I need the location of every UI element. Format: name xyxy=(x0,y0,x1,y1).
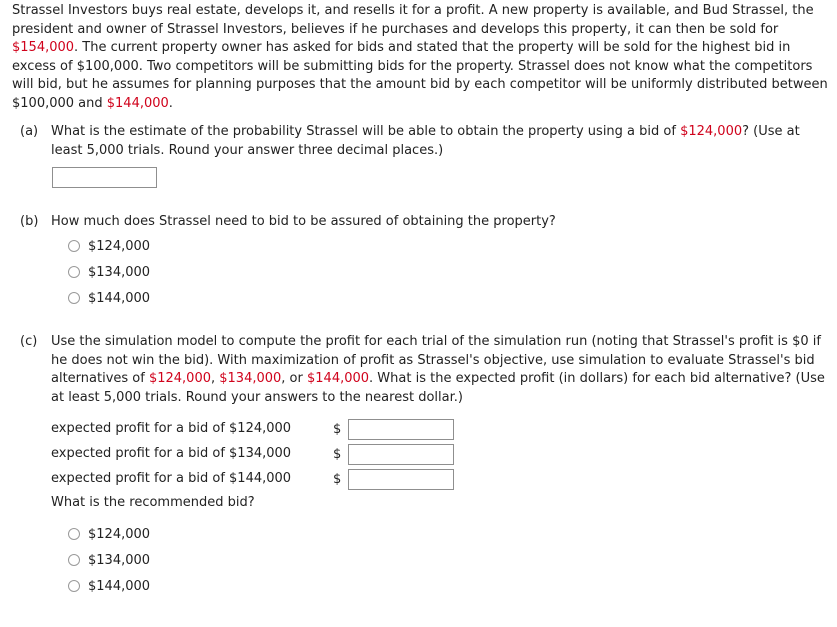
bid-alternative: $124,000 xyxy=(148,371,211,387)
radio-button[interactable] xyxy=(68,528,80,540)
radio-button[interactable] xyxy=(68,580,80,592)
part-c-option-3[interactable]: $144,000 xyxy=(68,577,150,595)
dollar-sign: $ xyxy=(333,447,342,462)
part-b-option-2[interactable]: $134,000 xyxy=(68,263,150,281)
radio-button[interactable] xyxy=(68,240,80,252)
profit-label-144k: expected profit for a bid of $144,000 xyxy=(51,471,292,486)
part-a-label: (a) xyxy=(20,124,39,139)
profit-label-124k: expected profit for a bid of $124,000 xyxy=(51,421,292,436)
intro-line: will bid, but he assumes for planning purposes that the amount bid by each competitor will be uniformly distributed between xyxy=(12,77,828,93)
profit-input-124k[interactable] xyxy=(348,419,454,440)
part-b-question: How much does Strassel need to bid to be assured of obtaining the property? xyxy=(51,214,556,229)
profit-label-134k: expected profit for a bid of $134,000 xyxy=(51,446,292,461)
recommended-bid-question: What is the recommended bid? xyxy=(51,495,255,510)
dollar-sign: $ xyxy=(333,422,342,437)
part-a-question: What is the estimate of the probability Strassel will be able to obtain the property using a bid of $124,000? (Use at least 5,000 trials. Round your answer three decimal places.) xyxy=(51,124,800,158)
part-c-label: (c) xyxy=(20,334,38,349)
radio-button[interactable] xyxy=(68,266,80,278)
intro-line: Strassel Investors buys real estate, develops it, and resells it for a profit. A new property is available, and Bud Strassel, the xyxy=(12,3,814,18)
part-b-option-1[interactable]: $124,000 xyxy=(68,237,150,255)
profit-input-134k[interactable] xyxy=(348,444,454,465)
bid-alternative: $134,000 xyxy=(219,371,282,387)
radio-button[interactable] xyxy=(68,292,80,304)
part-c-question: Use the simulation model to compute the profit for each trial of the simulation run (noting that Strassel's profit is $0 if he does not win the bid). With maximization of profit as Strassel's objective, use simulation to evaluate Strassel's bid alternatives of $124,000, $134,000, or $144,000. What is the expected profit (in dollars) for each bid alternative? (Use at least 5,000 trials. Round your answers to the nearest dollar.) xyxy=(51,334,825,405)
part-a-bid: $124,000 xyxy=(680,124,743,139)
part-b-label: (b) xyxy=(20,214,39,229)
intro-line: president and owner of Strassel Investors, believes if he purchases and develops this property, it can then be sold for xyxy=(12,21,779,37)
sale-price: $154,000 xyxy=(12,40,75,56)
part-c-option-1[interactable]: $124,000 xyxy=(68,525,150,543)
bid-alternative: $144,000 xyxy=(307,371,370,387)
intro-line: $100,000 and $144,000. xyxy=(12,95,173,111)
upper-bound: $144,000 xyxy=(106,95,169,111)
dollar-sign: $ xyxy=(333,472,342,487)
part-c-option-2[interactable]: $134,000 xyxy=(68,551,150,569)
probability-input[interactable] xyxy=(52,167,157,188)
part-b-option-3[interactable]: $144,000 xyxy=(68,289,150,307)
profit-input-144k[interactable] xyxy=(348,469,454,490)
problem-intro xyxy=(12,2,834,114)
radio-button[interactable] xyxy=(68,554,80,566)
intro-line: excess of $100,000. Two competitors will be submitting bids for the property. Strassel does not know what the competitors xyxy=(12,58,813,74)
intro-line: $154,000. The current property owner has asked for bids and stated that the property will be sold for the highest bid in xyxy=(12,40,791,56)
